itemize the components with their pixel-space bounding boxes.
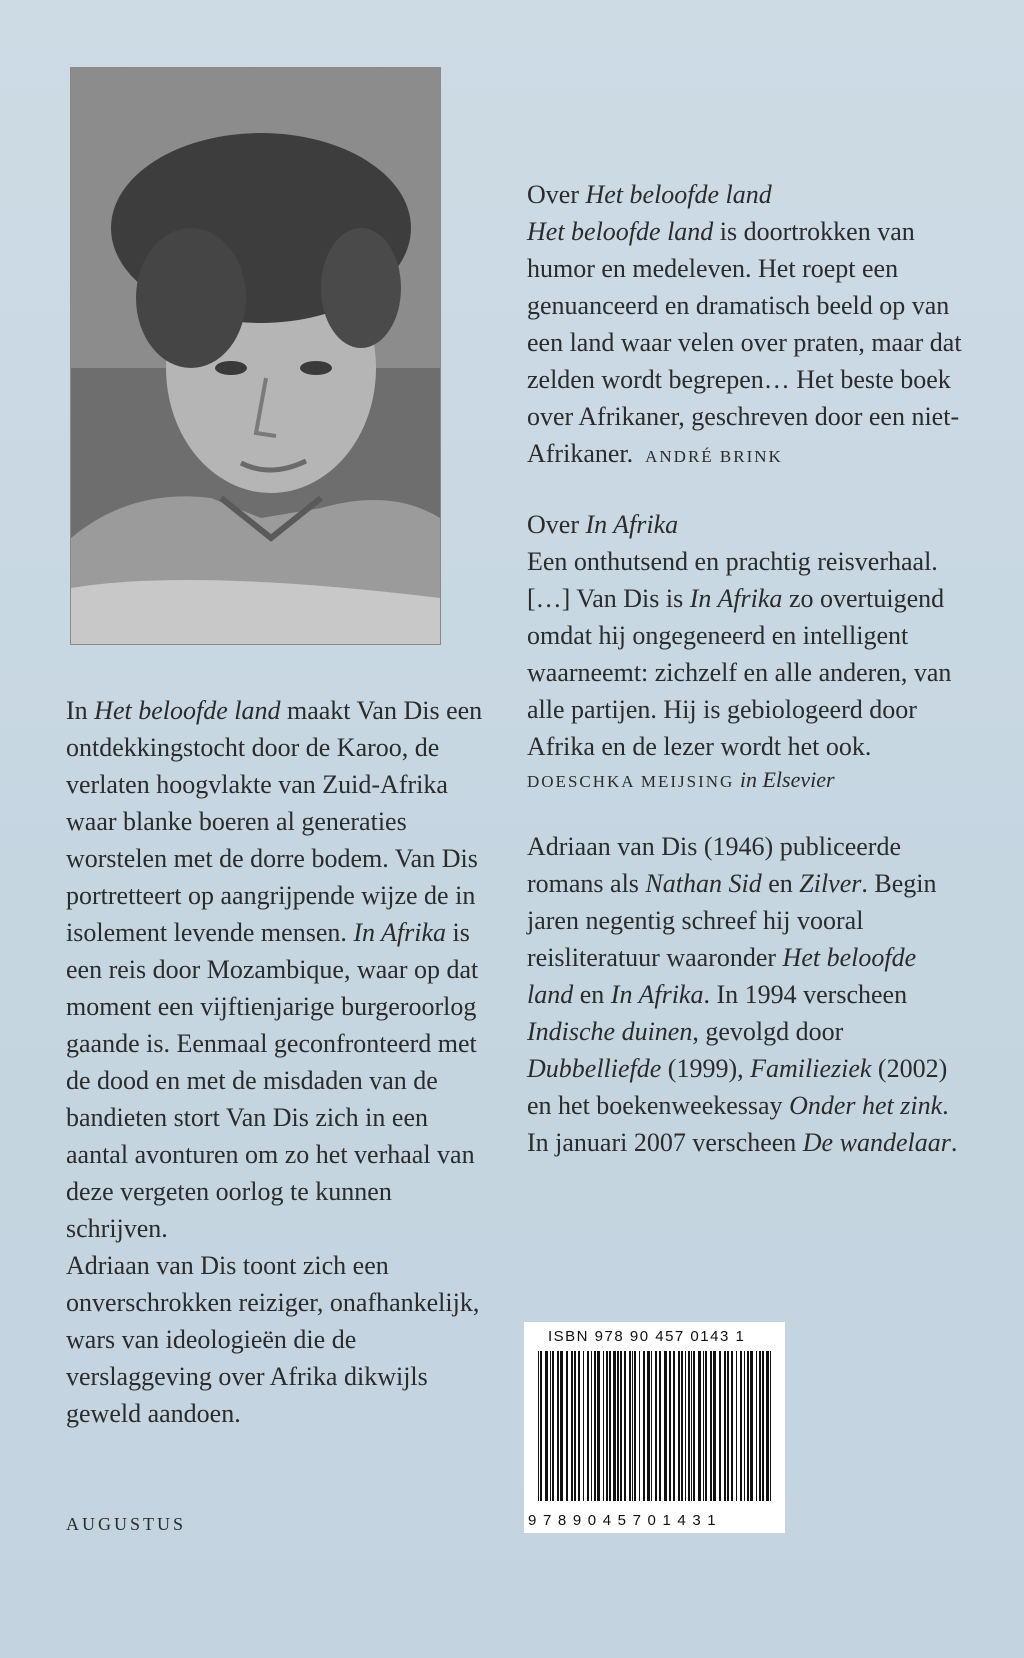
description-column (66, 692, 486, 1432)
barcode-bar (634, 1351, 636, 1501)
barcode-bar (750, 1351, 753, 1501)
isbn-barcode (524, 1322, 785, 1533)
barcode-bar (620, 1351, 622, 1501)
barcode-bar (571, 1351, 573, 1501)
text-span: . Begin jaren negentig schreef hij vooral reisliteratuur waaronder (527, 869, 937, 972)
barcode-bar (643, 1351, 645, 1501)
barcode-bar (617, 1351, 619, 1501)
review-block-2 (527, 506, 967, 797)
review-source: Elsevier (762, 767, 835, 792)
author-portrait-image (71, 68, 440, 644)
review-block-1 (527, 176, 967, 475)
book-title: Zilver (799, 869, 862, 898)
barcode-bar (624, 1351, 626, 1501)
barcode-bar (574, 1351, 576, 1501)
barcode-bar (766, 1351, 769, 1501)
text-span: (1999), (661, 1054, 751, 1083)
barcode-bar (538, 1351, 539, 1501)
barcode-bar (578, 1351, 580, 1501)
barcode-bar (603, 1351, 604, 1501)
barcode-bar (703, 1351, 704, 1501)
barcode-bar (740, 1351, 742, 1501)
barcode-bar (613, 1351, 616, 1501)
barcode-bar (669, 1351, 671, 1501)
barcode-bar (762, 1351, 764, 1501)
review-text (527, 213, 967, 475)
text-span: is doortrokken van humor en medeleven. Het roept een genuanceerd en dramatisch beeld op van een land waar velen over praten, maar dat zelden wordt begrepen… Het beste boek over Afrikaner, geschreven door een niet-Afrikaner. (527, 217, 962, 468)
text-span: Over (527, 180, 586, 209)
book-title: Indische duinen (527, 1017, 693, 1046)
barcode-bar (583, 1351, 584, 1501)
barcode-bar (719, 1351, 721, 1501)
book-title: Het beloofde land (527, 943, 917, 1009)
barcode-bars (538, 1351, 771, 1501)
publisher-name: AUGUSTUS (66, 1514, 187, 1534)
barcode-bar (691, 1351, 692, 1501)
text-span: zo overtuigend omdat hij ongegeneerd en intelligent waarneemt: zichzelf en alle anderen, van alle partijen. Hij is gebiologeerd door Afrika en de lezer wordt het ook. (527, 584, 952, 761)
text-span: Over (527, 510, 586, 539)
reviews-column (527, 176, 967, 1192)
barcode-bar (606, 1351, 608, 1501)
ean-digits: 9789045701431 (528, 1512, 723, 1529)
barcode-bar (632, 1351, 633, 1501)
isbn-label: ISBN 978 90 457 0143 1 (548, 1328, 746, 1345)
barcode-bar (698, 1351, 701, 1501)
barcode-bar (688, 1351, 690, 1501)
review-heading (527, 506, 967, 543)
barcode-bar (655, 1351, 657, 1501)
review-heading (527, 176, 967, 213)
barcode-bar (566, 1351, 568, 1501)
book-title: In Afrika (610, 980, 704, 1009)
book-title: Het beloofde land (527, 217, 714, 246)
book-title: Onder het zink (789, 1091, 943, 1120)
barcode-bar (681, 1351, 683, 1501)
barcode-bar (756, 1351, 757, 1501)
review-text (527, 543, 967, 765)
barcode-bar (540, 1351, 542, 1501)
text-span: in (734, 767, 763, 792)
text-span: Een onthutsend en prachtig reisverhaal. […] Van Dis is (527, 547, 938, 613)
book-title: Dubbelliefde (527, 1054, 662, 1083)
barcode-bar (594, 1351, 596, 1501)
text-span: . In 1994 verscheen (703, 980, 908, 1009)
barcode-bar (770, 1351, 771, 1501)
barcode-bar (591, 1351, 592, 1501)
review-author: DOESCHKA MEIJSING (527, 772, 735, 791)
author-bio (527, 828, 967, 1161)
barcode-bar (736, 1351, 737, 1501)
bio-text (527, 828, 967, 1161)
barcode-bar (705, 1351, 707, 1501)
barcode-bar (587, 1351, 589, 1501)
text-span: , gevolgd door (692, 1017, 844, 1046)
book-title: Nathan Sid (645, 869, 762, 898)
barcode-bar (744, 1351, 745, 1501)
barcode-bar (647, 1351, 650, 1501)
barcode-bar (678, 1351, 680, 1501)
book-title: Het beloofde land (585, 180, 772, 209)
book-title: De wandelaar (802, 1128, 951, 1157)
book-title: In Afrika (353, 918, 447, 947)
barcode-bar (557, 1351, 559, 1501)
barcode-bar (609, 1351, 611, 1501)
barcode-bar (651, 1351, 652, 1501)
review-attribution (527, 765, 967, 797)
review-author: ANDRÉ BRINK (645, 447, 783, 466)
barcode-bar (673, 1351, 675, 1501)
book-title: Familieziek (750, 1054, 872, 1083)
text-span: (2002) en het boekenweekessay (527, 1054, 948, 1120)
barcode-bar (693, 1351, 695, 1501)
author-photo (71, 68, 440, 644)
book-title: In Afrika (585, 510, 679, 539)
barcode-bar (713, 1351, 716, 1501)
barcode-bar (731, 1351, 733, 1501)
book-title: In Afrika (689, 584, 783, 613)
barcode-bar (552, 1351, 554, 1501)
barcode-bar (639, 1351, 640, 1501)
barcode-bar (545, 1351, 548, 1501)
barcode-bar (727, 1351, 729, 1501)
text-span: . (950, 1128, 958, 1157)
text-span: en (761, 869, 800, 898)
barcode-bar (747, 1351, 749, 1501)
text-span: Adriaan van Dis (1946) publiceerde romans als (527, 832, 901, 898)
text-span: is een reis door Mozambique, waar op dat moment een vijftienjarige burgeroorlog gaande is. Eenmaal geconfronteerd met de dood en met de misdaden van de bandieten stort Van Dis zich in een aantal avonturen om zo het verhaal van deze vergeten oorlog te kunnen schrijven. (66, 918, 479, 1243)
barcode-bar (659, 1351, 661, 1501)
author-description-paragraph: Adriaan van Dis toont zich een onverschrokken reiziger, onafhankelijk, wars van ideologieën die de verslaggeving over Afrika dikwijls geweld aandoen. (66, 1251, 480, 1428)
barcode-bar (597, 1351, 600, 1501)
barcode-bar (685, 1351, 686, 1501)
barcode-bar (710, 1351, 712, 1501)
text-span: maakt Van Dis een ontdekkingstocht door de Karoo, de verlaten hoogvlakte van Zuid-Afrika waar blanke boeren al generaties worstelen met de dorre bodem. Van Dis portretteert op aangrijpende wijze de in isolement levende mensen. (66, 696, 483, 947)
barcode-bar (759, 1351, 761, 1501)
text-span: . In januari 2007 verscheen (527, 1091, 949, 1157)
description-paragraph (66, 692, 486, 1247)
barcode-bar (629, 1351, 631, 1501)
barcode-bar (664, 1351, 667, 1501)
barcode-bar (550, 1351, 551, 1501)
text-span: In (66, 696, 95, 725)
text-span: en (573, 980, 611, 1009)
book-title: Het beloofde land (94, 696, 281, 725)
barcode-bar (560, 1351, 563, 1501)
barcode-bar (724, 1351, 726, 1501)
